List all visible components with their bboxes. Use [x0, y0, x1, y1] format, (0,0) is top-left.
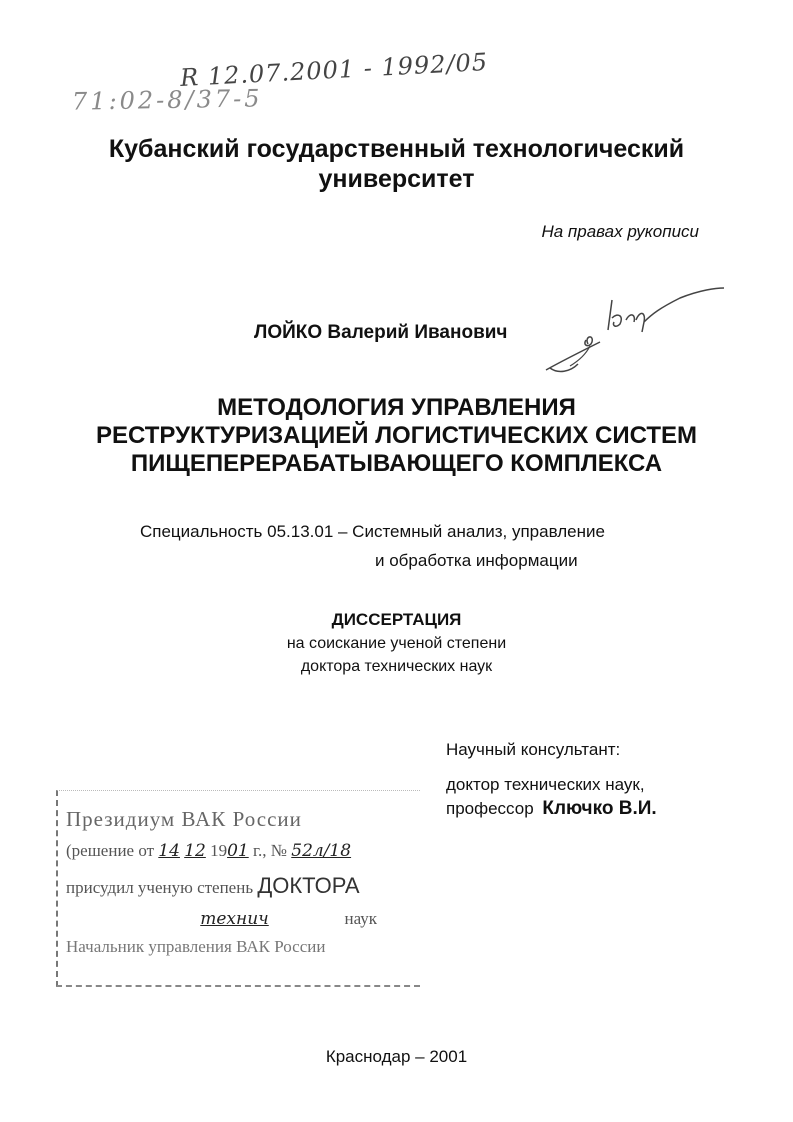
stamp-decision-line [66, 841, 351, 861]
stamp-day: 14 [158, 841, 180, 861]
title-line: МЕТОДОЛОГИЯ УПРАВЛЕНИЯ [217, 394, 576, 421]
city-year: Краснодар – 2001 [325, 1047, 468, 1066]
title-line: ПИЩЕПЕРЕРАБАТЫВАЮЩЕГО КОМПЛЕКСА [130, 450, 663, 477]
stamp-field-line [66, 909, 377, 929]
specialty-line: Специальность 05.13.01 – Системный анализ, управление [140, 522, 605, 541]
consultant-name: Ключко В.И. [542, 798, 657, 819]
stamp-decision-prefix: (решение от [66, 841, 155, 860]
stamp-signatory: Начальник управления ВАК России [66, 937, 326, 956]
stamp-degree: ДОКТОРА [257, 873, 360, 898]
stamp-number: 52л/18 [291, 841, 352, 861]
stamp-header: Президиум ВАК России [66, 807, 302, 831]
university-line: университет [318, 165, 475, 193]
author-signature [540, 282, 730, 382]
vak-approval-stamp [56, 790, 420, 987]
consultant-degree: доктор технических наук, [446, 775, 645, 794]
stamp-degree-line [66, 873, 360, 899]
specialty-line: и обработка информации [375, 551, 578, 570]
author-name: ЛОЙКО Валерий Иванович [254, 322, 508, 343]
stamp-year-prefix: 19 [210, 841, 228, 860]
stamp-year-tail: г., № [252, 841, 287, 860]
stamp-field: технич [200, 909, 269, 929]
stamp-year: 01 [227, 841, 249, 861]
consultant-position: профессор [446, 799, 534, 818]
document-type: ДИССЕРТАЦИЯ [331, 610, 462, 629]
archive-handwritten-note: R 12.07.2001 - 1992/05 [179, 47, 489, 93]
degree-line: доктора технических наук [300, 658, 493, 675]
archive-code-stamp: 71:02-8/37-5 [71, 84, 263, 116]
consultant-position-line [446, 798, 657, 820]
stamp-field-suffix: наук [344, 909, 378, 928]
consultant-label: Научный консультант: [446, 740, 621, 759]
dissertation-title [0, 394, 793, 478]
university-name [0, 134, 793, 194]
stamp-month: 12 [184, 841, 206, 861]
university-line: Кубанский государственный технологический [108, 135, 685, 163]
rights-note: На правах рукописи [541, 222, 699, 241]
degree-line: на соискание ученой степени [286, 635, 507, 652]
title-line: РЕСТРУКТУРИЗАЦИЕЙ ЛОГИСТИЧЕСКИХ СИСТЕМ [96, 422, 697, 449]
stamp-degree-prefix: присудил ученую степень [66, 878, 254, 897]
